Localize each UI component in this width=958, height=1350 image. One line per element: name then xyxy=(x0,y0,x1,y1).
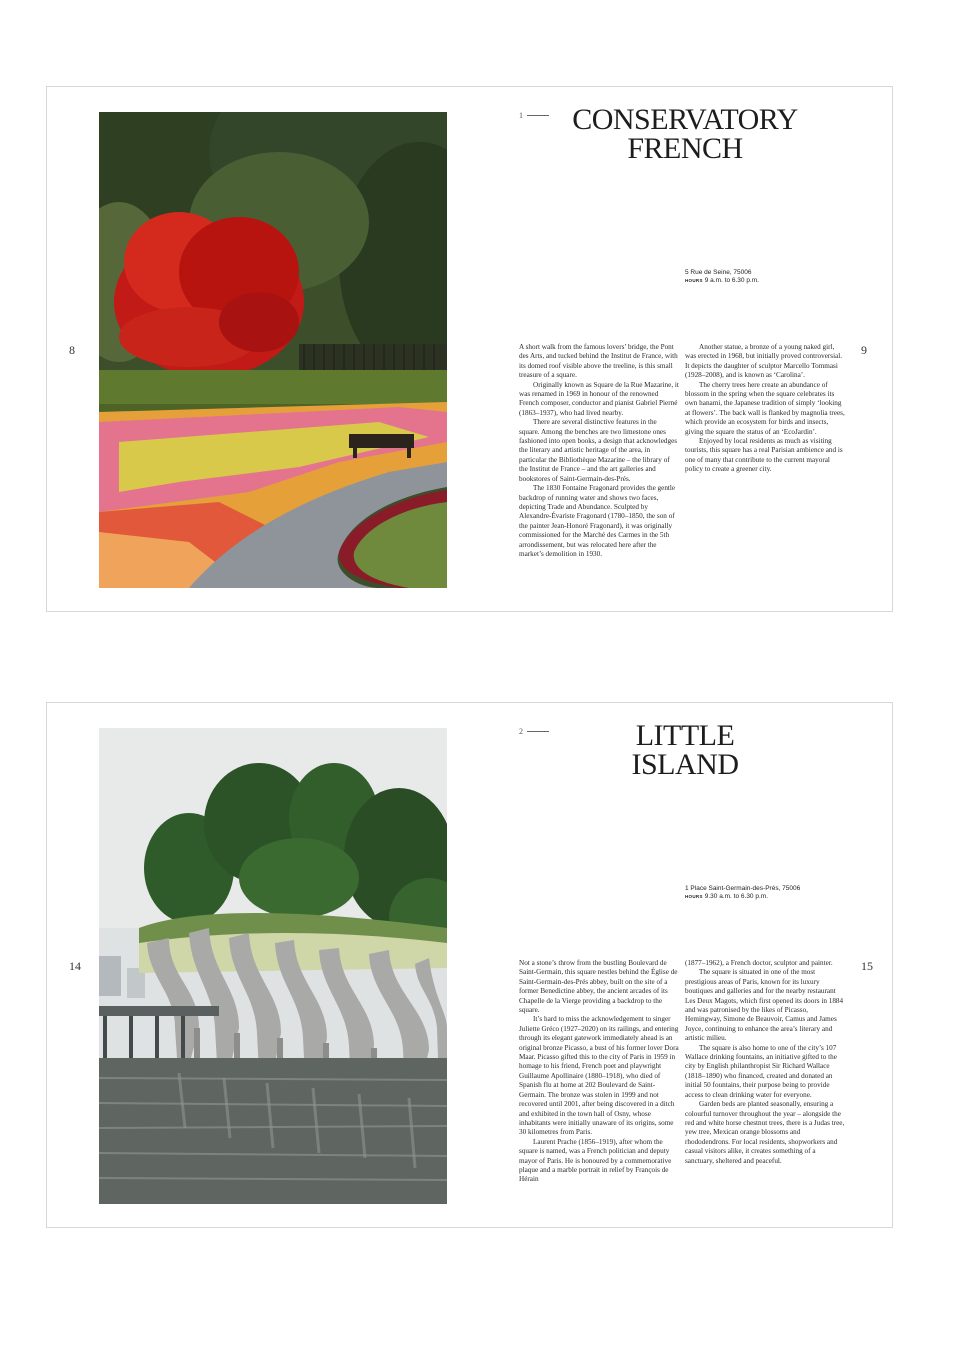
garden-photo-image xyxy=(99,112,447,588)
paragraph: It’s hard to miss the acknowledgement to singer Juliette Gréco (1927–2020) on its railings, and entering through its elegant gatework immediately ahead is an original bronze Picasso, a bust of his former lover Dora Maar. Picasso gifted this to the city of Paris in 1959 in homage to his friend, French poet and playwright Guillaume Apollinaire (1880–1918), who died of Spanish flu at home at 202 Boulevard de Saint-Germain. The bronze was stolen in 1999 and not recovered until 2001, after being discovered in a ditch and exhibited in the town hall of Osny, whose inhabitants were initially unaware of its origins, some 30 kilometres from Paris. xyxy=(519,1015,679,1137)
garden-photo xyxy=(99,112,447,588)
page-number-left: 14 xyxy=(69,959,81,973)
address-block xyxy=(685,885,800,901)
hours: 9.30 a.m. to 6.30 p.m. xyxy=(704,893,768,900)
address-block xyxy=(685,269,759,285)
entry-title-line-2: ISLAND xyxy=(631,748,739,781)
body-column-2 xyxy=(685,959,845,1166)
hours-label: HOURS xyxy=(685,894,703,899)
body-column-2 xyxy=(685,343,845,475)
island-photo xyxy=(99,728,447,1204)
paragraph: The square is also home to one of the city’s 107 Wallace drinking fountains, an initiative gifted to the city by English philanthropist Sir Richard Wallace (1818–1890) who financed, created and donated an initial 50 fountains, their purpose being to provide access to clean drinking water for everyone. xyxy=(685,1043,837,1099)
paragraph: Not a stone’s throw from the bustling Boulevard de Saint-Germain, this square nestles behind the Église de Saint-Germain-des-Prés abbey, built on the site of a former Benedictine abbey, the ancient arcades of its Chapelle de la Vierge providing a backdrop to the square. xyxy=(519,959,678,1015)
paragraph: The square is situated in one of the most prestigious areas of Paris, known for its luxury boutiques and galleries and for the nearby restaurant Les Deux Magots, which first opened its doors in 1884 and was patronised by the likes of Picasso, Hemingway, Simone de Beauvoir, Camus and James Joyce, continuing to enhance the area’s literary and artistic milieu. xyxy=(685,968,844,1043)
entry-title xyxy=(547,721,823,779)
entry-number xyxy=(519,111,549,120)
entry-number-value: 1 xyxy=(519,111,523,120)
entry-title xyxy=(547,105,823,163)
entry-title-line-1: LITTLE xyxy=(635,719,735,752)
address: 1 Place Saint-Germain-des-Prés, 75006 xyxy=(685,885,801,892)
paragraph: Another statue, a bronze of a young naked girl, was erected in 1968, but initially proved controversial. It depicts the daughter of sculptor Marcello Tommasi (1928–2008), and is known as ‘Carolina’. xyxy=(685,343,843,380)
body-column-1 xyxy=(519,343,679,559)
hours: 9 a.m. to 6.30 p.m. xyxy=(704,277,759,284)
entry-title-line-1: CONSERVATORY xyxy=(572,103,798,136)
page-number-right: 9 xyxy=(861,343,867,357)
address: 5 Rue de Seine, 75006 xyxy=(685,269,752,276)
entry-number xyxy=(519,727,549,736)
page-number-right: 15 xyxy=(861,959,873,973)
entry-number-value: 2 xyxy=(519,727,523,736)
paragraph: Originally known as Square de la Rue Mazarine, it was renamed in 1969 in honour of the renowned French composer, conductor and pianist Gabriel Pierné (1863–1937), who had lived nearby. xyxy=(519,380,679,417)
paragraph: The 1830 Fontaine Fragonard provides the gentle backdrop of running water and shows two faces, depicting Trade and Abundance. Sculpted by Alexandre-Évariste Fragonard (1780–1850, the son of the painter Jean-Honoré Fragonard), it was originally commissioned for the Marché des Carmes in the 5th arrondissement, but was relocated here after the market’s demolition in 1930. xyxy=(519,484,676,558)
paragraph: Enjoyed by local residents as much as visiting tourists, this square has a real Parisian ambience and is one of many that contribute to the current mayoral policy to create a greener city. xyxy=(685,437,843,474)
entry-title-line-2: FRENCH xyxy=(627,132,743,165)
entry-number-rule xyxy=(527,731,549,732)
hours-label: HOURS xyxy=(685,278,703,283)
island-photo-image xyxy=(99,728,447,1204)
hours-row xyxy=(685,277,759,285)
paragraph: There are several distinctive features in the square. Among the benches are two limestone ones fashioned into open books, a design that acknowledges the literary and artistic heritage of the area, in particular the Bibliothèque Mazarine – the library of the Institut de France – and the art galleries and bookstores of Saint-Germain-des-Prés. xyxy=(519,418,678,483)
book-spread-1 xyxy=(46,86,893,612)
book-spread-2 xyxy=(46,702,893,1228)
paragraph: (1877–1962), a French doctor, sculptor and painter. xyxy=(685,959,833,967)
page-number-left: 8 xyxy=(69,343,75,357)
body-column-1 xyxy=(519,959,679,1185)
paragraph: Garden beds are planted seasonally, ensuring a colourful turnover throughout the year – alongside the red and white horse chestnut trees, there is a Judas tree, yew tree, Mexican orange blossoms and rhododendrons. For local residents, shopworkers and casual visitors alike, it creates something of a sanctuary, sheltered and peaceful. xyxy=(685,1100,845,1165)
paragraph: The cherry trees here create an abundance of blossom in the spring when the square celebrates its own hanami, the Japanese tradition of simply ‘looking at flowers’. The back wall is flanked by magnolia trees, which provide an ecosystem for birds and insects, giving the square the status of an ‘EcoJardin’. xyxy=(685,380,845,436)
hours-row xyxy=(685,893,800,901)
entry-number-rule xyxy=(527,115,549,116)
paragraph: Laurent Prache (1856–1919), after whom the square is named, was a French politician and deputy mayor of Paris. He is honoured by a commemorative plaque and a marble portrait in relief by François de Hérain xyxy=(519,1137,672,1184)
paragraph: A short walk from the famous lovers’ bridge, the Pont des Arts, and tucked behind the Institut de France, with its domed roof visible above the treeline, is this small treasure of a square. xyxy=(519,343,678,380)
